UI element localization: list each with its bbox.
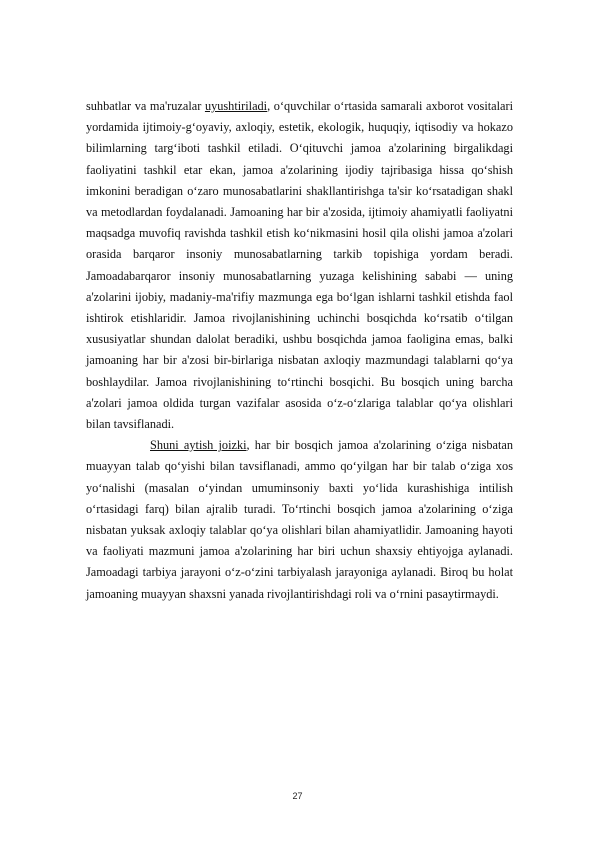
paragraph-text: , har bir bosqich jamoa a'zolarining o‘ziga nisbatan muayyan talab qo‘yishi bilan tavsiflanadi, ammo qo‘yilgan har bir talab o‘ziga xos yo‘nalishi (masalan o‘yindan umuminsoniy baxti yo‘lida kurashishiga intilish o‘rtasidagi farq) bilan ajralib turadi. To‘rtinchi bosqich jamoa a'zolarining o‘ziga nisbatan yuksak axloqiy talablar qo‘ya olishlari bilan ahamiyatlidir. Jamoaning hayoti va faoliyati mazmuni jamoa a'zolarining har biri uchun shaxsiy ehtiyojga aylanadi. Jamoadagi tarbiya jarayoni o‘z-o‘zini tarbiyalash jarayoniga aylanadi. Biroq bu holat jamoaning muayyan shaxsni yanada rivojlantirishdagi roli va o‘rnini pasaytirmaydi. [86, 438, 513, 601]
underlined-phrase: uyushtiriladi [204, 99, 268, 113]
paragraph [86, 435, 513, 605]
page-number: 27 [292, 791, 303, 801]
body-text [86, 96, 513, 605]
underlined-phrase: Shuni aytish joizki [150, 438, 247, 453]
paragraph [86, 96, 513, 435]
paragraph-text: , o‘quvchilar o‘rtasida samarali axborot vositalari yordamida ijtimoiy-g‘oyaviy, axloqiy, estetik, ekologik, huquqiy, iqtisodiy va hokazo bilimlarning targ‘iboti tashkil etiladi. O‘qituvchi jamoa a'zolarining birgalikdagi faoliyatini tashkil etar ekan, jamoa a'zolarining ijodiy tajribasiga hissa qo‘shish imkonini beradigan o‘zaro munosabatlarini shakllantirishga ta'sir ko‘rsatadigan shakl va metodlardan foydalanadi. Jamoaning har bir a'zosida, ijtimoiy ahamiyatli faoliyatni maqsadga muvofiq ravishda tashkil etish ko‘nikmasini hosil qila olishi jamoa a'zolari orasida barqaror insoniy munosabatlarning tarkib topishiga yordam beradi. Jamoadabarqaror insoniy munosabatlarning yuzaga kelishining sababi — uning a'zolarini ijobiy, madaniy-ma'rifiy mazmunga ega bo‘lgan ishlarni tashkil etishda faol ishtirok etishlaridir. Jamoa rivojlanishining uchinchi bosqichda ko‘rsatib o‘tilgan xususiyatlar shundan dalolat beradiki, ushbu bosqichda jamoa faoligina emas, balki jamoaning har bir a'zosi bir-birlariga nisbatan axloqiy mazmundagi talablarni qo‘ya boshlaydilar. Jamoa rivojlanishining to‘rtinchi bosqichi. Bu bosqich uning barcha a'zolari jamoa oldida turgan vazifalar asosida o‘z-o‘zlariga talablar qo‘ya olishlari bilan tavsiflanadi. [86, 99, 513, 432]
paragraph-text: suhbatlar va ma'ruzalar [86, 99, 205, 113]
